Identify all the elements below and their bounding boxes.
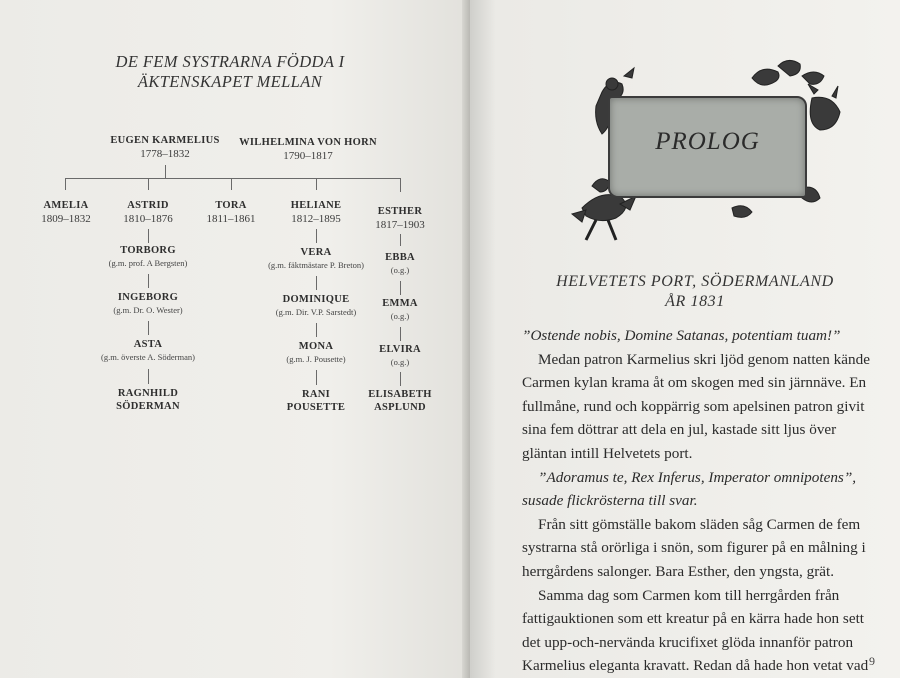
tree-connector [316, 276, 317, 290]
tree-connector [400, 327, 401, 341]
tree-connector [400, 234, 401, 246]
tree-connector [316, 323, 317, 337]
tree-connector [316, 178, 317, 190]
tree-connector [65, 178, 400, 179]
descendant-elvira: ELVIRA (o.g.) [379, 344, 421, 367]
tree-connector [65, 178, 66, 190]
descendant-elisabeth: ELISABETH ASPLUND [368, 389, 432, 413]
tree-connector [165, 165, 166, 178]
parent-mother: WILHELMINA VON HORN 1790–1817 [239, 137, 377, 162]
tree-connector [231, 178, 232, 190]
tree-connector [148, 229, 149, 243]
descendant-torborg: TORBORG (g.m. prof. A Bergsten) [108, 245, 188, 268]
chapter-title [530, 272, 860, 312]
daughter-tora: TORA 1811–1861 [206, 200, 256, 225]
descendant-asta: ASTA (g.m. överste A. Söderman) [101, 339, 195, 362]
page-number: 9 [869, 654, 875, 668]
title-line-2: ÄKTENSKAPET MELLAN [137, 72, 323, 91]
prolog-banner [608, 96, 807, 198]
descendant-rani: RANI POUSETTE [286, 389, 346, 413]
daughter-amelia: AMELIA 1809–1832 [41, 200, 91, 225]
descendant-mona: MONA (g.m. J. Pousette) [286, 341, 346, 364]
descendant-ebba: EBBA (o.g.) [385, 252, 415, 275]
chapter-title-line-2: ÅR 1831 [665, 293, 725, 310]
descendant-ragnhild: RAGNHILD SÖDERMAN [116, 388, 180, 412]
paragraph-4: Från sitt gömställe bakom släden såg Carmen de fem systrarna stå orörliga i snön, som figurer på en målning i herrgårdens salonger. Bara Esther, den yngsta, grät. [522, 515, 866, 580]
tree-connector [148, 274, 149, 288]
title-line-1: DE FEM SYSTRARNA FÖDDA I [115, 52, 345, 71]
body-text [522, 324, 874, 678]
descendant-ingeborg: INGEBORG (g.m. Dr. O. Wester) [113, 292, 183, 315]
paragraph-3: ”Adoramus te, Rex Inferus, Imperator omnipotens”, susade flickrösterna till svar. [522, 468, 857, 510]
daughter-heliane: HELIANE 1812–1895 [290, 200, 342, 225]
prolog-title: PROLOG [655, 128, 760, 155]
tree-connector [400, 178, 401, 192]
descendant-vera: VERA (g.m. fäktmästare P. Breton) [268, 247, 364, 270]
tree-connector [148, 321, 149, 335]
daughter-astrid: ASTRID 1810–1876 [123, 200, 173, 225]
tree-connector [400, 372, 401, 386]
tree-connector [316, 370, 317, 385]
tree-connector [148, 178, 149, 190]
descendant-dominique: DOMINIQUE (g.m. Dir. V.P. Sarstedt) [275, 294, 357, 317]
paragraph-2: Medan patron Karmelius skri ljöd genom natten kände Carmen kylan krama åt om skogen med sin järnnäve. En fullmåne, rund och koppärrig som apelsinen patron givit sina fem döttrar att dela en jul, kastade sitt ljus över gläntan intill Helvetets port. [522, 350, 870, 462]
tree-connector [400, 281, 401, 295]
tree-connector [148, 369, 149, 384]
right-page [470, 0, 900, 678]
family-tree-title [60, 52, 400, 92]
paragraph-1: ”Ostende nobis, Domine Satanas, potentiam tuam!” [522, 327, 841, 344]
parent-father: EUGEN KARMELIUS 1778–1832 [110, 135, 220, 160]
paragraph-5: Samma dag som Carmen kom till herrgården från fattigauktionen som ett kreatur på en kärra hade hon sett det upp-och-nervända krucifixet glöda innanför patron Karmelius eleganta kravatt. Redan då hade hon vetat vad [522, 586, 869, 675]
chapter-title-line-1: HELVETETS PORT, SÖDERMANLAND [556, 273, 834, 290]
tree-connector [316, 229, 317, 243]
daughter-esther: ESTHER 1817–1903 [375, 206, 425, 231]
descendant-emma: EMMA (o.g.) [382, 298, 418, 321]
